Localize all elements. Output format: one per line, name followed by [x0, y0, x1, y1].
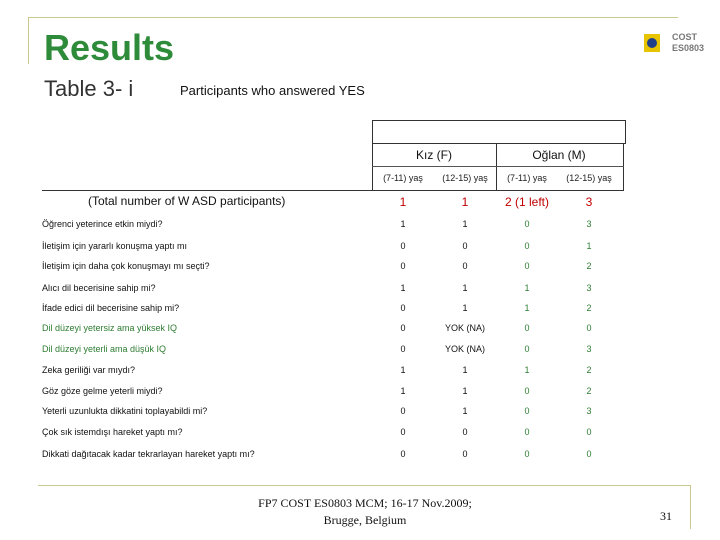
table-cell: 3	[586, 219, 592, 229]
table-cell: 2	[586, 303, 592, 313]
table-cell: 2	[586, 261, 592, 271]
table-cell: 1	[524, 283, 530, 293]
table-cell: 0	[524, 261, 530, 271]
table-cell: 0	[524, 219, 530, 229]
row-label: İfade edici dil becerisine sahip mi?	[42, 303, 180, 313]
table-cell: 1	[462, 219, 468, 229]
total-m-12-15: 3	[585, 195, 593, 209]
table-cell: 1	[524, 303, 530, 313]
header-separator	[372, 166, 624, 167]
table-cell: 0	[400, 323, 406, 333]
table-cell: 1	[462, 406, 468, 416]
row-label: Göz göze gelme yeterli miydi?	[42, 386, 163, 396]
row-label: İletişim için yararlı konuşma yaptı mı	[42, 241, 188, 251]
table-cell: 0	[462, 241, 468, 251]
frame-right-line	[690, 485, 691, 529]
row-label: İletişim için daha çok konuşmayı mı seçti?	[42, 261, 210, 271]
table-cell: 3	[586, 344, 592, 354]
row-label: Dil düzeyi yeterli ama düşük IQ	[42, 344, 167, 354]
table-header-box	[372, 120, 626, 144]
row-label: Yeterli uzunlukta dikkatini toplayabildi mi?	[42, 406, 208, 416]
table-cell: 0	[524, 344, 530, 354]
table-cell: 0	[524, 427, 530, 437]
frame-left-line	[28, 17, 29, 64]
table-cell: 0	[400, 261, 406, 271]
row-label: Öğrenci yeterince etkin miydi?	[42, 219, 163, 229]
table-cell: YOK (NA)	[444, 344, 485, 354]
table-cell: 0	[462, 261, 468, 271]
frame-top-line	[28, 17, 678, 18]
row-label: Zeka geriliği var mıydı?	[42, 365, 136, 375]
table-cell: 1	[400, 365, 406, 375]
table-cell: 0	[400, 427, 406, 437]
table-cell: 0	[586, 323, 592, 333]
table-cell: 0	[586, 427, 592, 437]
row-label: Dikkati dağıtacak kadar tekrarlayan hareket yaptı mı?	[42, 449, 255, 459]
table-cell: 0	[586, 449, 592, 459]
table-cell: 0	[524, 323, 530, 333]
footer	[240, 495, 490, 529]
subheader-f-12-15: (12-15) yaş	[442, 173, 488, 183]
total-row-label: (Total number of W ASD participants)	[88, 194, 286, 208]
table-cell: 3	[586, 283, 592, 293]
total-m-7-11: 2 (1 left)	[504, 195, 549, 209]
table-cell: 0	[462, 427, 468, 437]
logo-text: COST ES0803	[672, 32, 705, 53]
table-cell: 1	[462, 365, 468, 375]
table-cell: 0	[524, 406, 530, 416]
table-cell: 0	[524, 449, 530, 459]
table-cell: 1	[586, 241, 592, 251]
table-cell: 0	[400, 344, 406, 354]
table-cell: 0	[400, 241, 406, 251]
row-label: Alıcı dil becerisine sahip mi?	[42, 283, 156, 293]
footer-line-2: Brugge, Belgium	[323, 513, 407, 527]
total-f-12-15: 1	[461, 195, 469, 209]
table-cell: 1	[524, 365, 530, 375]
group-header-male: Oğlan (M)	[532, 148, 586, 162]
row-label: Dil düzeyi yetersiz ama yüksek IQ	[42, 323, 178, 333]
subheader-m-12-15: (12-15) yaş	[566, 173, 612, 183]
footer-line-1: FP7 COST ES0803 MCM; 16-17 Nov.2009;	[258, 496, 472, 510]
table-cell: 1	[462, 303, 468, 313]
group-header-female: Kız (F)	[416, 148, 452, 162]
total-f-7-11: 1	[399, 195, 407, 209]
page-number: 31	[660, 509, 672, 523]
table-cell: 3	[586, 406, 592, 416]
table-cell: 1	[462, 386, 468, 396]
table-cell: 0	[462, 449, 468, 459]
table-cell: 1	[400, 219, 406, 229]
table-cell: 0	[524, 386, 530, 396]
table-cell: 0	[400, 303, 406, 313]
table-cell: 2	[586, 365, 592, 375]
table-cell: 0	[400, 449, 406, 459]
table-cell: 0	[524, 241, 530, 251]
subheader-f-7-11: (7-11) yaş	[383, 173, 423, 183]
table-cell: 0	[400, 406, 406, 416]
frame-bottom-line	[38, 485, 690, 486]
table-cell: 1	[400, 386, 406, 396]
subheader-m-7-11: (7-11) yaş	[507, 173, 547, 183]
row-label: Çok sık istemdışı hareket yaptı mı?	[42, 427, 183, 437]
table-cell: 2	[586, 386, 592, 396]
table-cell: 1	[400, 283, 406, 293]
slide-subtitle: Table 3- i	[44, 76, 134, 101]
table-cell: 1	[462, 283, 468, 293]
table-top-rule	[42, 190, 624, 191]
table-cell: YOK (NA)	[444, 323, 485, 333]
table-caption: Participants who answered YES	[180, 83, 365, 98]
slide-title: Results	[44, 27, 175, 68]
